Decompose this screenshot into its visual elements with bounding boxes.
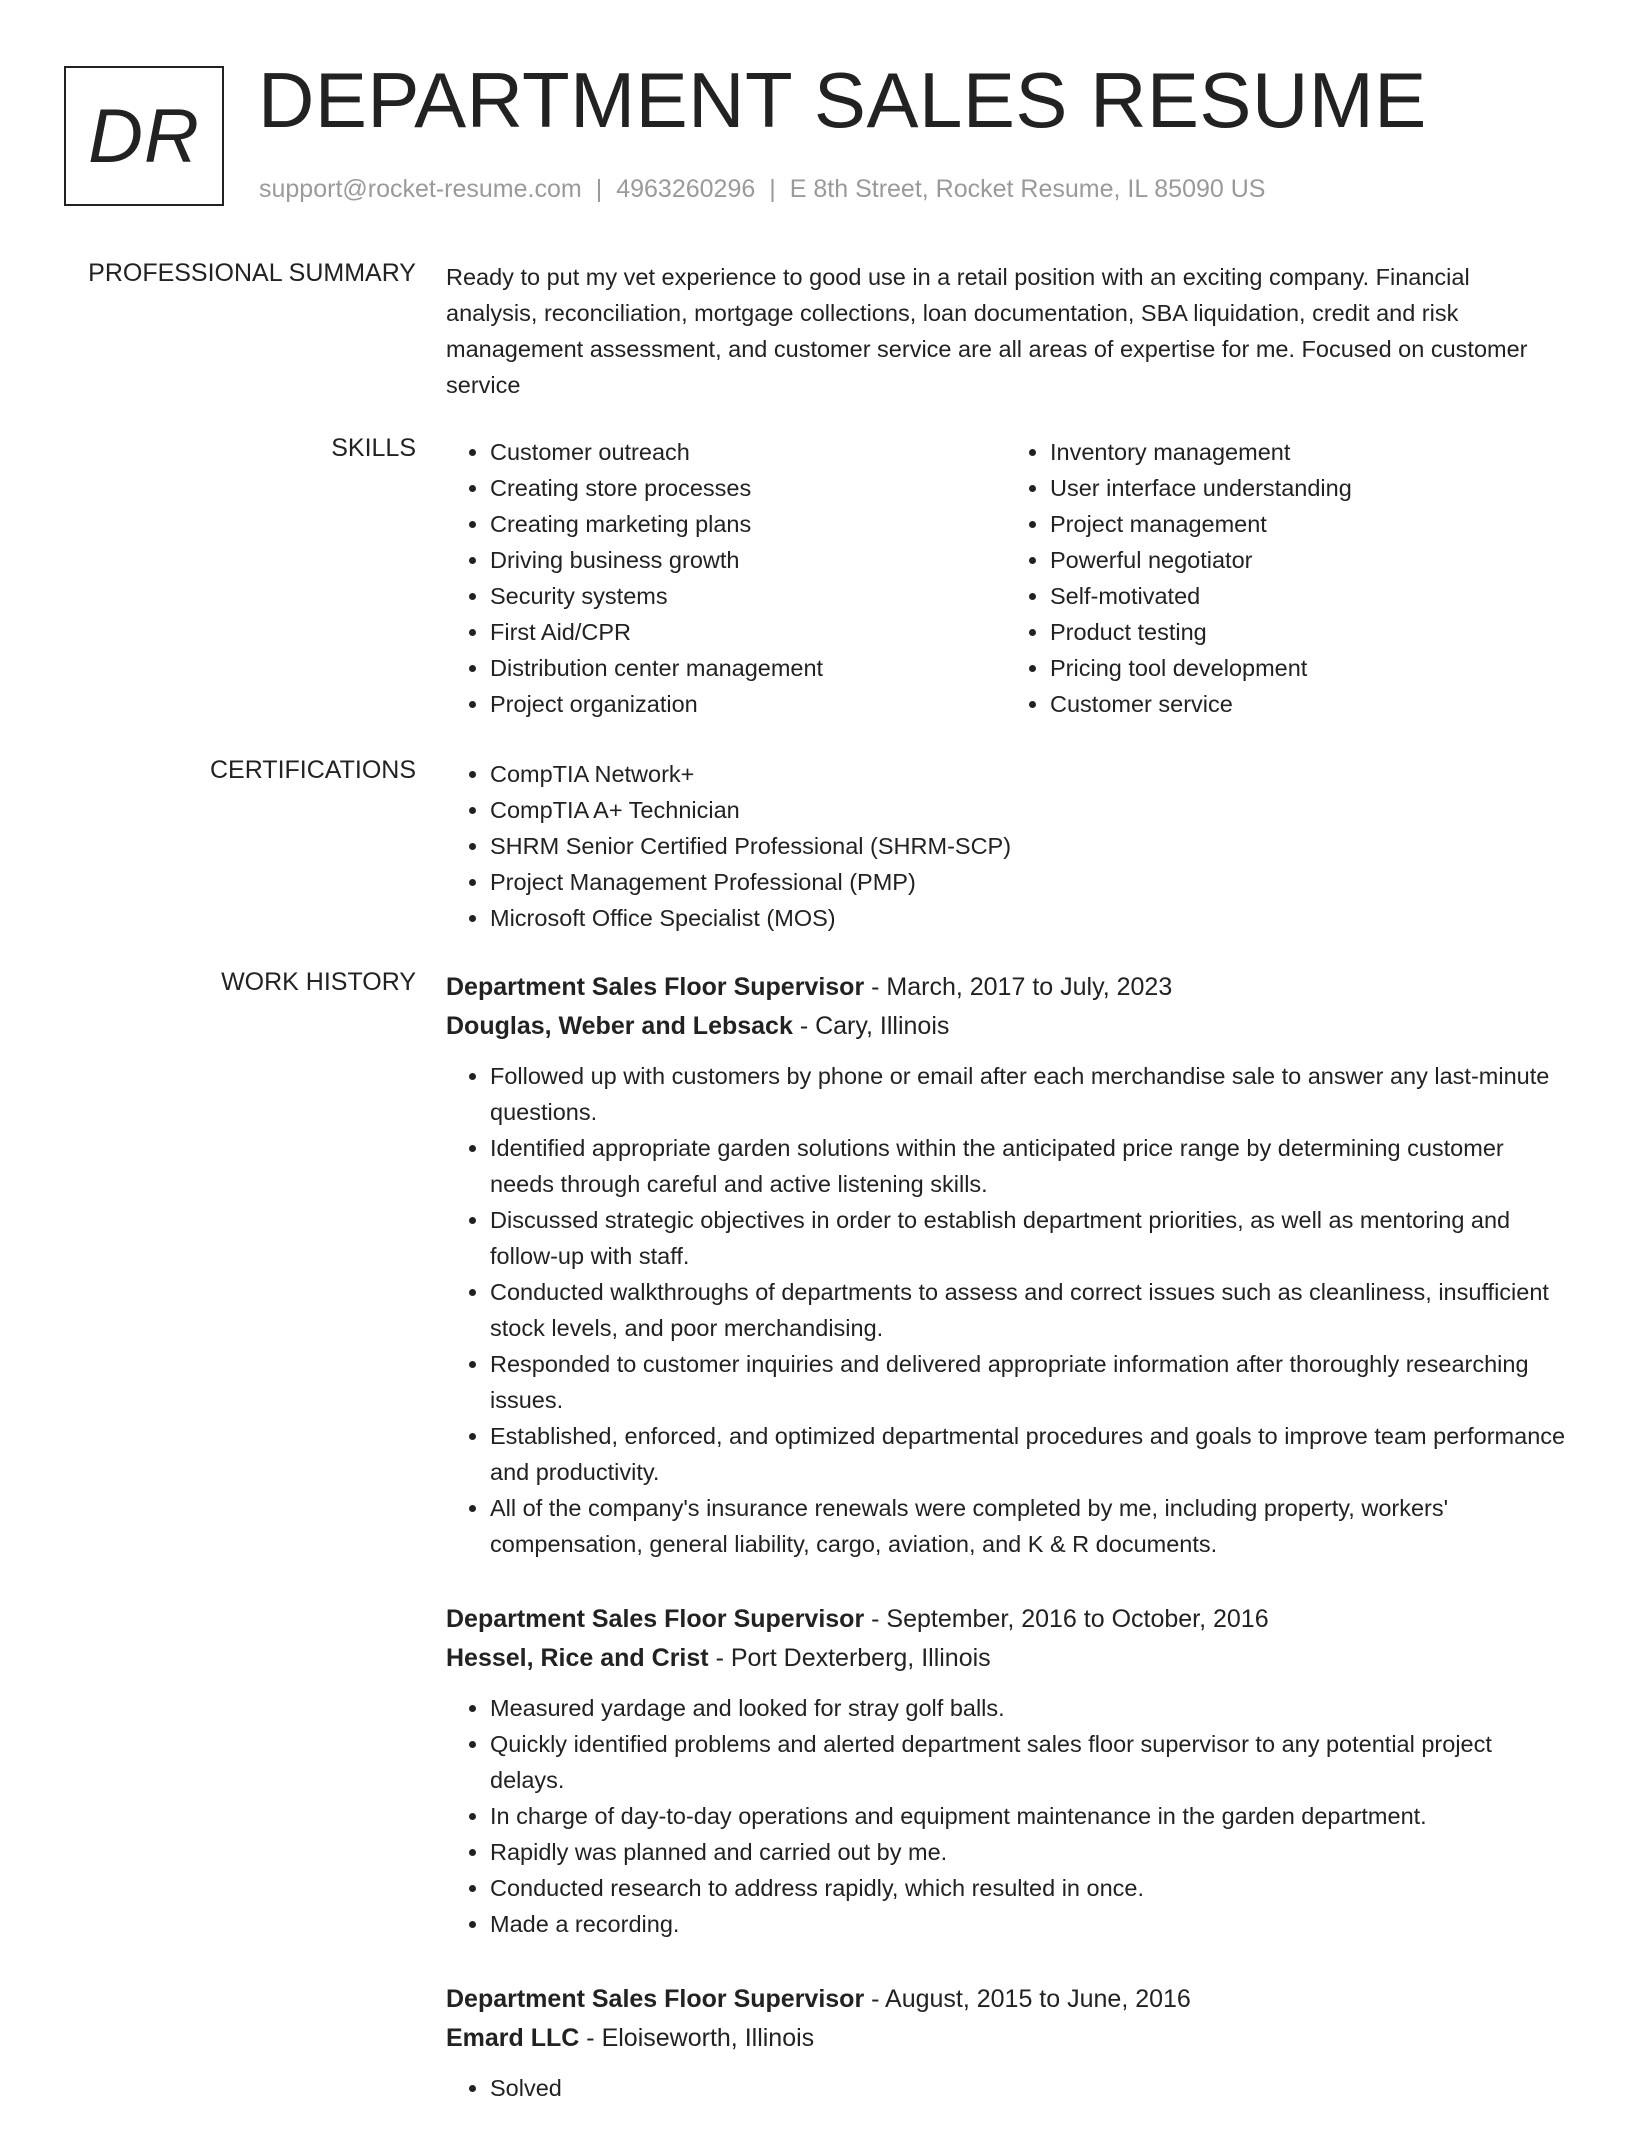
skill-item: • Creating store processes xyxy=(490,470,1006,506)
job-duties xyxy=(446,1058,1566,1562)
job-location: - Cary, Illinois xyxy=(792,1012,950,1040)
job-company-line xyxy=(446,2019,1566,2058)
skill-item: • User interface understanding xyxy=(1050,470,1566,506)
skill-item: • Customer service xyxy=(1050,686,1566,722)
section-label-skills: SKILLS xyxy=(331,434,416,462)
job-title-line xyxy=(446,1980,1566,2019)
certification-item: • SHRM Senior Certified Professional (SHRM-SCP) xyxy=(490,828,1566,864)
skill-item: • Security systems xyxy=(490,578,1006,614)
skill-item: • Distribution center management xyxy=(490,650,1006,686)
certification-item: • CompTIA A+ Technician xyxy=(490,792,1566,828)
certification-item: • CompTIA Network+ xyxy=(490,756,1566,792)
job-dates: - August, 2015 to June, 2016 xyxy=(864,1985,1191,2013)
contact-email[interactable]: support@rocket-resume.com xyxy=(259,175,582,203)
skills-list-left xyxy=(446,434,1006,722)
contact-address: E 8th Street, Rocket Resume, IL 85090 US xyxy=(789,175,1266,203)
duty-item: • Made a recording. xyxy=(490,1906,1566,1942)
job-company-line xyxy=(446,1639,1566,1678)
skill-item: • Self-motivated xyxy=(1050,578,1566,614)
job-company-line xyxy=(446,1007,1566,1046)
certification-item: • Microsoft Office Specialist (MOS) xyxy=(490,900,1566,936)
job-title-line xyxy=(446,968,1566,1007)
job-duties xyxy=(446,2070,1566,2106)
duty-item: • Responded to customer inquiries and delivered appropriate information after thoroughly researching issues. xyxy=(490,1346,1566,1418)
job-dates: - September, 2016 to October, 2016 xyxy=(864,1605,1269,1633)
resume-title: DEPARTMENT SALES RESUME xyxy=(258,56,1427,144)
summary-content xyxy=(446,259,1566,403)
work-history-content xyxy=(446,968,1566,2144)
duty-item: • Solved xyxy=(490,2070,1566,2106)
summary-text: Ready to put my vet experience to good use in a retail position with an exciting company. Financial analysis, reconciliation, mortgage collections, loan documentation, SBA liquidation, credit and risk management assessment, and customer service are all areas of expertise for me. Focused on customer service xyxy=(446,264,1528,398)
section-label-summary: PROFESSIONAL SUMMARY xyxy=(88,259,416,287)
job-company: Emard LLC xyxy=(446,2024,580,2052)
skills-list-right xyxy=(1006,434,1566,722)
job-title-line xyxy=(446,1600,1566,1639)
section-label-work-history: WORK HISTORY xyxy=(221,968,416,996)
skill-item: • Project management xyxy=(1050,506,1566,542)
skills-columns xyxy=(446,434,1566,722)
job-title: Department Sales Floor Supervisor xyxy=(446,973,865,1001)
skill-item: • Creating marketing plans xyxy=(490,506,1006,542)
duty-item: • All of the company's insurance renewals were completed by me, including property, workers' compensation, general liability, cargo, aviation, and K & R documents. xyxy=(490,1490,1566,1562)
certification-item: • Project Management Professional (PMP) xyxy=(490,864,1566,900)
job-company: Douglas, Weber and Lebsack xyxy=(446,1012,793,1040)
skill-item: • Powerful negotiator xyxy=(1050,542,1566,578)
duty-item: • Conducted walkthroughs of departments to assess and correct issues such as cleanliness, insufficient stock levels, and poor merchandising. xyxy=(490,1274,1566,1346)
job-title: Department Sales Floor Supervisor xyxy=(446,1605,865,1633)
skill-item: • First Aid/CPR xyxy=(490,614,1006,650)
duty-item: • In charge of day-to-day operations and equipment maintenance in the garden department. xyxy=(490,1798,1566,1834)
duty-item: • Identified appropriate garden solutions within the anticipated price range by determining customer needs through careful and active listening skills. xyxy=(490,1130,1566,1202)
job-duties xyxy=(446,1690,1566,1942)
contact-line xyxy=(259,175,1265,204)
contact-separator: | xyxy=(595,175,603,203)
skill-item: • Product testing xyxy=(1050,614,1566,650)
job-dates: - March, 2017 to July, 2023 xyxy=(864,973,1173,1001)
job-location: - Port Dexterberg, Illinois xyxy=(708,1644,991,1672)
job-entry xyxy=(446,1600,1566,1942)
certifications-content xyxy=(446,756,1566,936)
duty-item: • Rapidly was planned and carried out by me. xyxy=(490,1834,1566,1870)
duty-item: • Followed up with customers by phone or email after each merchandise sale to answer any last-minute questions. xyxy=(490,1058,1566,1130)
job-company: Hessel, Rice and Crist xyxy=(446,1644,709,1672)
skill-item: • Inventory management xyxy=(1050,434,1566,470)
certifications-list xyxy=(446,756,1566,936)
skill-item: • Pricing tool development xyxy=(1050,650,1566,686)
duty-item: • Quickly identified problems and alerted department sales floor supervisor to any potential project delays. xyxy=(490,1726,1566,1798)
job-entry xyxy=(446,1980,1566,2106)
skill-item: • Customer outreach xyxy=(490,434,1006,470)
duty-item: • Established, enforced, and optimized departmental procedures and goals to improve team performance and productivity. xyxy=(490,1418,1566,1490)
job-entry xyxy=(446,968,1566,1562)
skill-item: • Project organization xyxy=(490,686,1006,722)
duty-item: • Conducted research to address rapidly, which resulted in once. xyxy=(490,1870,1566,1906)
job-title: Department Sales Floor Supervisor xyxy=(446,1985,865,2013)
skill-item: • Driving business growth xyxy=(490,542,1006,578)
section-label-certifications: CERTIFICATIONS xyxy=(209,756,416,784)
contact-phone[interactable]: 4963260296 xyxy=(616,175,756,203)
monogram-initials: DR xyxy=(64,66,224,206)
contact-separator: | xyxy=(769,175,776,203)
duty-item: • Measured yardage and looked for stray golf balls. xyxy=(490,1690,1566,1726)
duty-item: • Discussed strategic objectives in order to establish department priorities, as well as mentoring and follow-up with staff. xyxy=(490,1202,1566,1274)
job-location: - Eloiseworth, Illinois xyxy=(579,2024,815,2052)
